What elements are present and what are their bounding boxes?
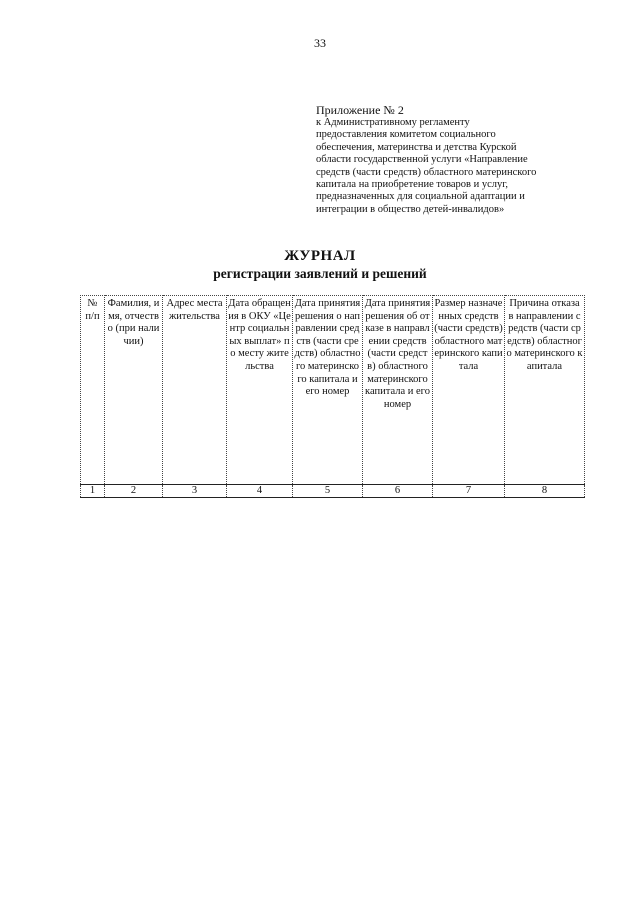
column-number: 6 [363,485,433,498]
appendix-title: Приложение № 2 [316,103,404,117]
appendix-block [316,103,586,216]
column-number: 2 [105,485,163,498]
header-cell-refusal-date: Дата принятия решения об отказе в направлении средств (части средств) областного материнского капитала и его номер [363,296,433,485]
header-cell-address: Адрес места жительства [163,296,227,485]
appendix-line: области государственной услуги «Направление [316,154,528,166]
header-cell-approval-date: Дата принятия решения о направлении средств (части средств) областного материнского капитала и его номер [293,296,363,485]
registration-table [80,295,585,498]
appendix-line: обеспечения, материнства и детства Курской [316,141,517,153]
appendix-line: предназначенных для социальной адаптации и [316,191,525,203]
column-number: 7 [433,485,505,498]
journal-heading [0,247,640,282]
appendix-line: средств (части средств) областного материнского [316,166,537,178]
header-cell-amount: Размер назначенных средств (части средств) областного материнского капитала [433,296,505,485]
header-cell-number: № п/п [81,296,105,485]
column-number: 1 [81,485,105,498]
header-cell-application-date: Дата обращения в ОКУ «Центр социальных выплат» по месту жительства [227,296,293,485]
column-number: 8 [505,485,585,498]
column-number: 3 [163,485,227,498]
appendix-line: предоставления комитетом социального [316,129,496,141]
journal-subtitle: регистрации заявлений и решений [213,266,427,281]
table-header-row [81,296,585,485]
header-cell-refusal-reason: Причина отказа в направлении средств (части средств) областного материнского капитала [505,296,585,485]
column-number: 4 [227,485,293,498]
header-cell-name: Фамилия, имя, отчество (при наличии) [105,296,163,485]
page-number: 33 [314,36,326,50]
column-number: 5 [293,485,363,498]
appendix-line: интеграции в общество детей-инвалидов» [316,203,505,215]
appendix-line: капитала на приобретение товаров и услуг, [316,179,509,191]
appendix-line: к Административному регламенту [316,117,470,128]
table-number-row [81,485,585,498]
journal-title: ЖУРНАЛ [284,248,356,264]
